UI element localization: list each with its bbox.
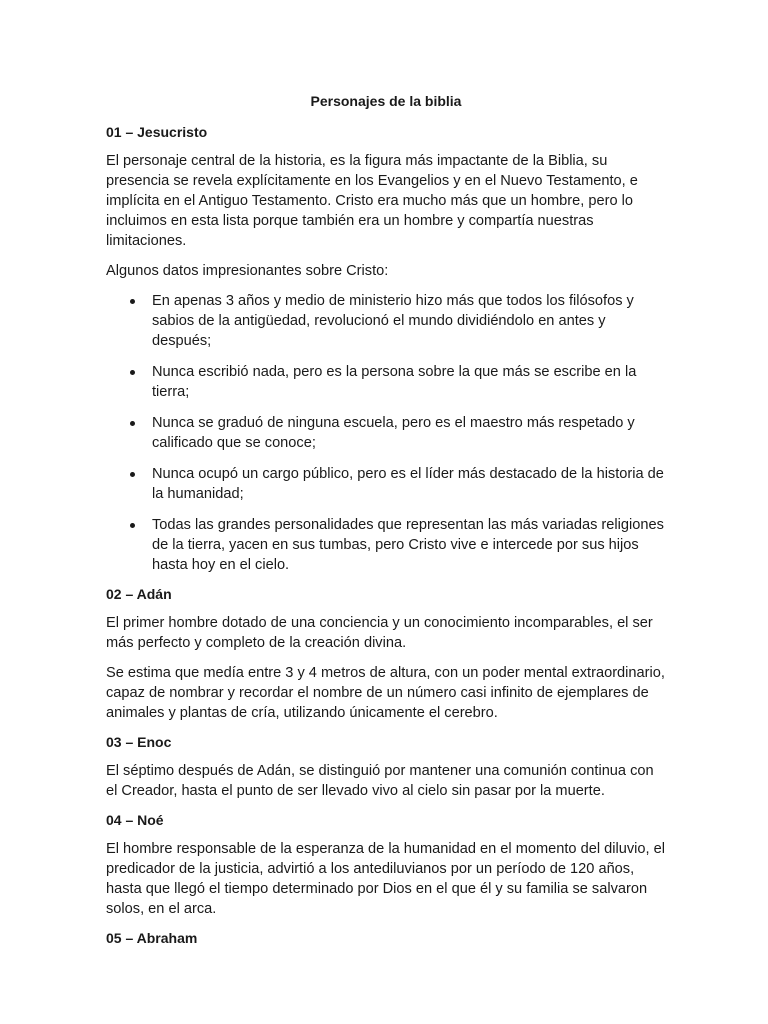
list-item-text: Nunca escribió nada, pero es la persona sobre la que más se escribe en la tierra; xyxy=(152,364,637,400)
bullet-dot-icon xyxy=(130,299,135,304)
section-heading: 04 – Noé xyxy=(106,812,164,828)
list-item xyxy=(106,464,666,504)
bullet-list xyxy=(106,291,666,575)
list-item xyxy=(106,515,666,575)
bullet-dot-icon xyxy=(130,523,135,528)
section-heading: 05 – Abraham xyxy=(106,930,198,946)
list-item-text: Nunca ocupó un cargo público, pero es el líder más destacado de la historia de la humanidad; xyxy=(152,466,664,502)
list-item xyxy=(106,362,666,402)
section-heading: 02 – Adán xyxy=(106,586,172,602)
paragraph: El séptimo después de Adán, se distinguió por mantener una comunión continua con el Creador, hasta el punto de ser llevado vivo al cielo sin pasar por la muerte. xyxy=(106,763,654,799)
section-heading: 03 – Enoc xyxy=(106,734,172,750)
paragraph: El personaje central de la historia, es la figura más impactante de la Biblia, su presencia se revela explícitamente en los Evangelios y en el Nuevo Testamento, e implícita en el Antiguo Testamento. Cristo era mucho más que un hombre, pero lo incluimos en esta lista porque también era un hombre y compartía nuestras limitaciones. xyxy=(106,153,638,249)
list-item-text: Todas las grandes personalidades que representan las más variadas religiones de la tierra, yacen en sus tumbas, pero Cristo vive e intercede por sus hijos hasta hoy en el cielo. xyxy=(152,517,664,573)
paragraph: El hombre responsable de la esperanza de la humanidad en el momento del diluvio, el predicador de la justicia, advirtió a los antediluvianos por un período de 120 años, hasta que llegó el tiempo determinado por Dios en el que él y su familia se salvaron solos, en el arca. xyxy=(106,841,665,917)
list-item xyxy=(106,413,666,453)
paragraph: Algunos datos impresionantes sobre Cristo: xyxy=(106,263,389,279)
paragraph: Se estima que medía entre 3 y 4 metros de altura, con un poder mental extraordinario, capaz de nombrar y recordar el nombre de un número casi infinito de ejemplares de animales y plantas de cría, utilizando únicamente el cerebro. xyxy=(106,665,665,721)
bullet-dot-icon xyxy=(130,370,135,375)
list-item-text: Nunca se graduó de ninguna escuela, pero es el maestro más respetado y calificado que se conoce; xyxy=(152,415,635,451)
section-adan xyxy=(106,585,666,723)
list-item xyxy=(106,291,666,351)
section-noe xyxy=(106,811,666,919)
list-item-text: En apenas 3 años y medio de ministerio hizo más que todos los filósofos y sabios de la antigüedad, revolucionó el mundo dividiéndolo en antes y después; xyxy=(152,293,634,349)
section-heading: 01 – Jesucristo xyxy=(106,124,208,140)
section-jesucristo xyxy=(106,123,666,575)
paragraph: El primer hombre dotado de una conciencia y un conocimiento incomparables, el ser más perfecto y completo de la creación divina. xyxy=(106,615,653,651)
document-page xyxy=(106,92,666,957)
document-title: Personajes de la biblia xyxy=(310,93,462,109)
section-enoc xyxy=(106,733,666,801)
section-abraham xyxy=(106,929,666,947)
bullet-dot-icon xyxy=(130,421,135,426)
bullet-dot-icon xyxy=(130,472,135,477)
